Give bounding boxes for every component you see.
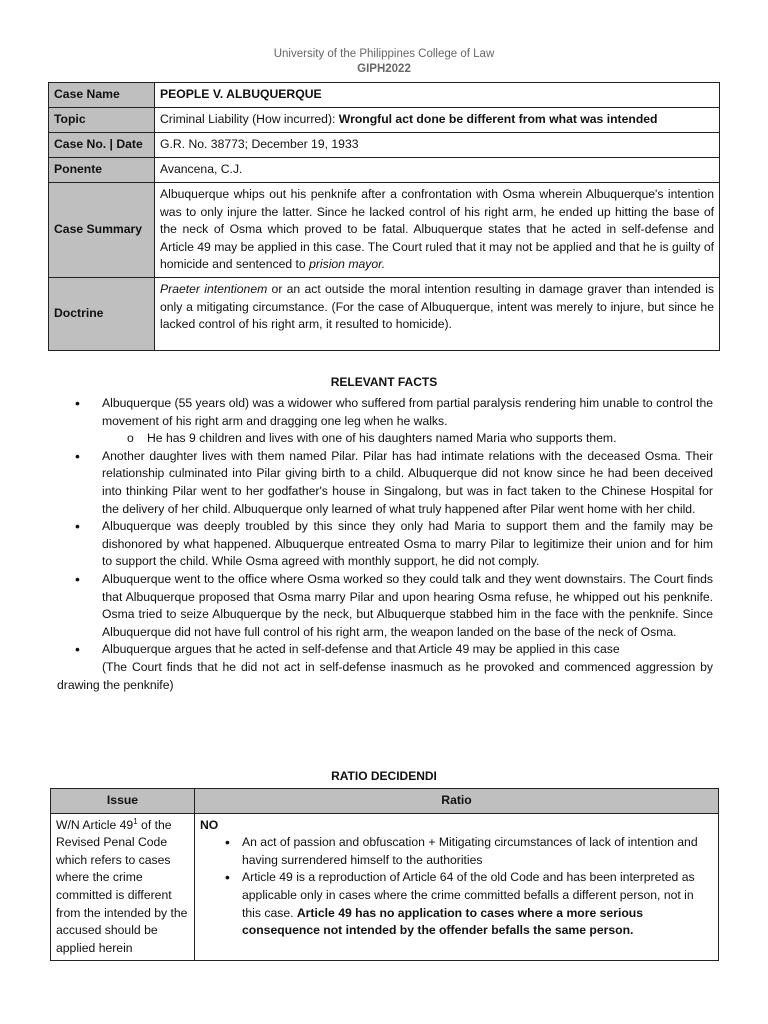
ratio-decidendi-title: RATIO DECIDENDI: [331, 769, 437, 783]
doctrine-italic: Praeter intentionem: [160, 281, 268, 296]
case-summary-label: Case Summary: [49, 183, 155, 278]
ratio-body-row: [51, 813, 719, 961]
relevant-facts-title: RELEVANT FACTS: [330, 375, 438, 389]
case-name-row: [49, 83, 720, 108]
ponente-row: [49, 158, 720, 183]
doctrine-row: [49, 277, 720, 350]
fact-item: [57, 448, 713, 518]
bullet-icon: •: [75, 641, 80, 658]
doctrine-label: Doctrine: [49, 277, 155, 350]
relevant-facts-list: [57, 395, 713, 694]
ratio-header: Ratio: [195, 789, 719, 814]
case-number-label: Case No. | Date: [49, 133, 155, 158]
case-summary-table: [48, 82, 720, 351]
doctrine-value: [155, 277, 720, 350]
topic-bold: Wrongful act done be different from what was intended: [338, 112, 658, 127]
case-summary-value: [155, 183, 720, 278]
ratio-table: [50, 788, 719, 961]
issue-cell: [51, 813, 195, 961]
ratio-answer: NO: [200, 817, 219, 832]
ratio-point-plain: Article 49 is a reproduction of Article 64 of the old Code and has been interpreted as applicable only in cases where the crime committed befalls a different person, not in this case.: [242, 870, 695, 920]
bullet-icon: •: [225, 834, 230, 851]
case-name-label: Case Name: [49, 83, 155, 108]
topic-value: [155, 108, 720, 133]
doctrine-text: or an act outside the moral intention resulting in damage graver than intended is only a mitigating circumstance. (For the case of Albuquerque, intent was merely to injure, but since he lacked control of his right arm, it resulted to homicide).: [160, 281, 714, 332]
case-number-row: [49, 133, 720, 158]
bullet-icon: •: [75, 518, 80, 535]
ratio-points: [200, 834, 713, 940]
bullet-icon: •: [75, 570, 80, 587]
fact-item: [57, 571, 713, 641]
ratio-point-text: An act of passion and obfuscation + Mitigating circumstances of lack of intention and having surrendered himself to the authorities: [242, 835, 698, 867]
topic-row: [49, 108, 720, 133]
issue-text-a: W/N Article 49: [56, 817, 134, 832]
fact-subtext: He has 9 children and lives with one of his daughters named Maria who supports them.: [147, 431, 617, 446]
fact-item: [57, 395, 713, 430]
ratio-header-row: [51, 789, 719, 814]
topic-prefix: Criminal Liability (How incurred):: [160, 112, 339, 127]
issue-text-b: of the Revised Penal Code which refers to cases where the crime committed is different from the intended by the accused should be applied herein: [56, 817, 188, 955]
case-summary-text: Albuquerque whips out his penknife after a confrontation with Osma wherein Albuquerque's intention was to only injure the latter. Since he lacked control of his right arm, he ended up hitting the base of the neck of Osma which proved to be fatal. Albuquerque states that he acted in self-defense and Article 49 may be applied in this case. The Court ruled that it may not be applied and that he is guilty of homicide and sentenced to: [160, 187, 714, 272]
bullet-icon: •: [75, 395, 80, 411]
document-code: GIPH2022: [357, 63, 411, 75]
fact-text: Albuquerque went to the office where Osma worked so they could talk and they went downstairs. The Court finds that Albuquerque proposed that Osma marry Pilar and upon hearing Osma refuse, he whipped out his penknife. Osma tried to seize Albuquerque by the neck, but Albuquerque stabbed him in the face with the penknife. Since Albuquerque did not have full control of his right arm, the weapon landed on the base of the neck of Osma.: [102, 571, 713, 639]
topic-label: Topic: [49, 108, 155, 133]
school-name: University of the Philippines College of Law: [273, 48, 495, 60]
ratio-point: [200, 834, 713, 869]
fact-text: Albuquerque argues that he acted in self-defense and that Article 49 may be applied in this case: [102, 642, 620, 657]
ponente-label: Ponente: [49, 158, 155, 183]
fact-text: Albuquerque (55 years old) was a widower who suffered from partial paralysis rendering him unable to control the movement of his right arm and dragging one leg when he walks.: [102, 396, 713, 428]
fact-text: Another daughter lives with them named Pilar. Pilar has had intimate relations with the deceased Osma. Their relationship culminated into Pilar giving birth to a child. Albuquerque did not know since he had been deceived into thinking Pilar went to her godfather's house in Singalong, but was in fact taken to the Chinese Hospital for the delivery of her child. Albuquerque only learned of what truly happened after Pilar went home with her child.: [102, 448, 713, 516]
fact-subitem: [57, 430, 713, 448]
fact-text: Albuquerque was deeply troubled by this since they only had Maria to support them and the family may be dishonored by what happened. Albuquerque entreated Osma to marry Pilar to legitimize their union and for him to support the child. While Osma agreed with monthly support, he did not comply.: [102, 519, 713, 569]
bullet-icon: •: [75, 447, 80, 464]
circle-bullet-icon: o: [127, 431, 134, 446]
case-summary-row: [49, 183, 720, 278]
fact-item: [57, 641, 713, 659]
case-summary-italic: prision mayor.: [309, 257, 386, 272]
issue-header: Issue: [51, 789, 195, 814]
fact-item: [57, 518, 713, 571]
document-header: [0, 47, 768, 77]
fact-note: (The Court finds that he did not act in self-defense inasmuch as he provoked and commenced aggression by drawing the penknife): [57, 659, 713, 692]
footnote-marker: 1: [133, 816, 138, 826]
ratio-point-bold: Article 49 has no application to cases where a more serious consequence not intended by the offender befalls the same person.: [242, 905, 643, 938]
bullet-icon: •: [225, 869, 230, 886]
ratio-point: [200, 869, 713, 939]
case-name-value: PEOPLE V. ALBUQUERQUE: [155, 83, 720, 108]
ponente-value: Avancena, C.J.: [155, 158, 720, 183]
case-number-value: G.R. No. 38773; December 19, 1933: [155, 133, 720, 158]
ratio-cell: [195, 813, 719, 961]
